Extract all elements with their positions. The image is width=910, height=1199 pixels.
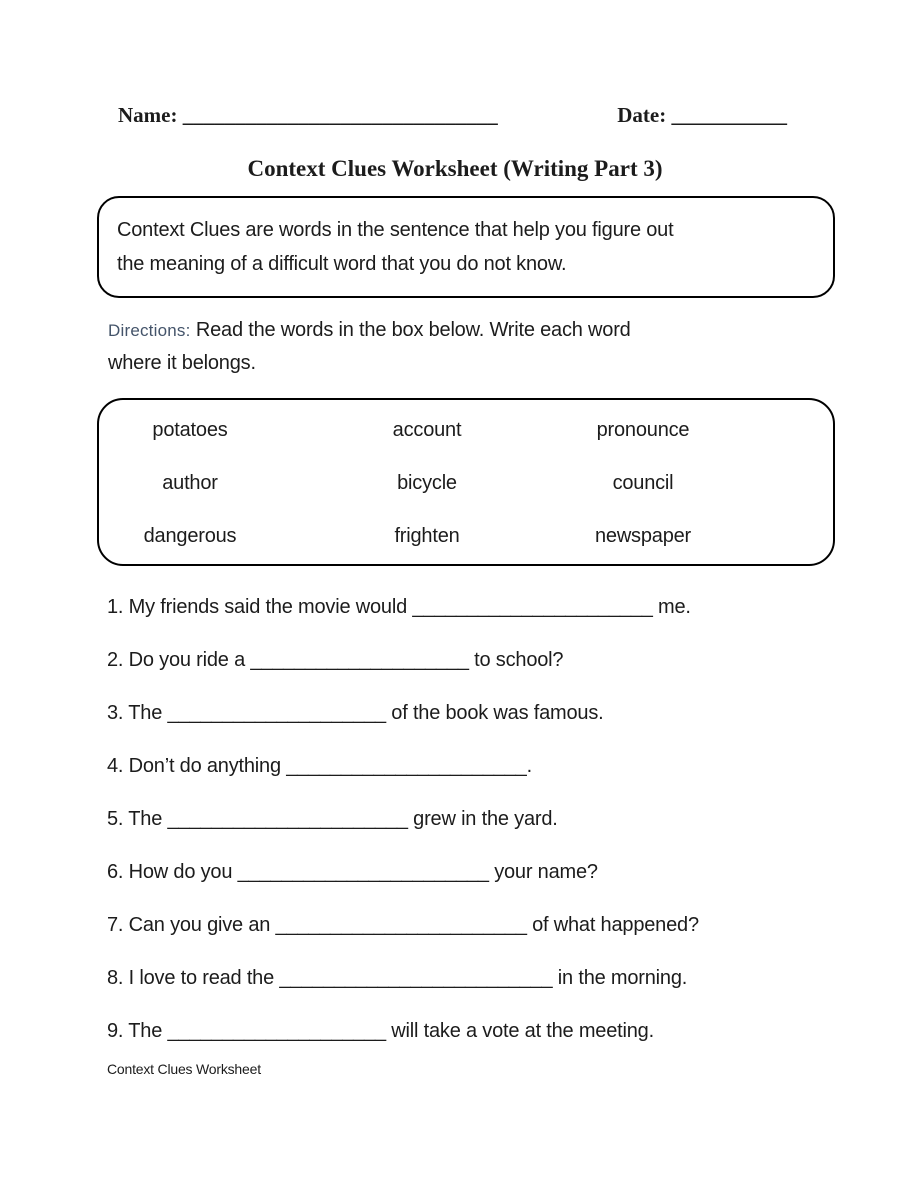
word-bank-word: pronounce	[596, 419, 690, 441]
definition-line-1: Context Clues are words in the sentence that help you figure out	[117, 219, 674, 241]
directions-line-1	[108, 314, 818, 347]
question-item: 1. My friends said the movie would ______________________ me.	[107, 596, 691, 618]
word-bank-word: bicycle	[397, 472, 457, 494]
page-title: Context Clues Worksheet (Writing Part 3)	[247, 156, 663, 181]
word-bank-word: author	[162, 472, 218, 494]
word-bank-box	[97, 398, 835, 566]
word-bank-word: newspaper	[594, 525, 692, 547]
word-bank-word: frighten	[394, 525, 460, 547]
footer-text: Context Clues Worksheet	[107, 1061, 261, 1077]
word-bank-word: account	[392, 419, 462, 441]
word-bank-word: potatoes	[152, 419, 228, 441]
word-bank-word: dangerous	[143, 525, 237, 547]
word-bank-word: council	[612, 472, 674, 494]
date-label: Date:	[617, 103, 667, 127]
directions-text-1: Read the words in the box below. Write each word	[195, 319, 631, 341]
directions-text-2: where it belongs.	[108, 352, 256, 374]
header-row	[118, 103, 787, 128]
worksheet-page	[0, 103, 910, 1199]
question-item: 5. The ______________________ grew in the yard.	[107, 808, 558, 830]
date-field	[617, 103, 787, 128]
questions-list	[107, 594, 910, 1044]
definition-line-2: the meaning of a difficult word that you do not know.	[117, 253, 567, 275]
question-item: 3. The ____________________ of the book was famous.	[107, 702, 604, 724]
date-blank-line: ___________	[671, 103, 787, 127]
name-blank-line: ______________________________	[182, 103, 498, 127]
question-item: 9. The ____________________ will take a vote at the meeting.	[107, 1020, 654, 1042]
question-item: 6. How do you _______________________ your name?	[107, 861, 598, 883]
question-item: 8. I love to read the _________________________ in the morning.	[107, 967, 688, 989]
name-label: Name:	[118, 103, 178, 127]
directions	[108, 314, 818, 379]
question-item: 7. Can you give an _______________________ of what happened?	[107, 914, 699, 936]
definition-box	[97, 196, 835, 298]
question-item: 4. Don’t do anything ______________________.	[107, 755, 532, 777]
name-field	[118, 103, 498, 128]
question-item: 2. Do you ride a ____________________ to school?	[107, 649, 564, 671]
directions-label: Directions:	[108, 321, 191, 340]
